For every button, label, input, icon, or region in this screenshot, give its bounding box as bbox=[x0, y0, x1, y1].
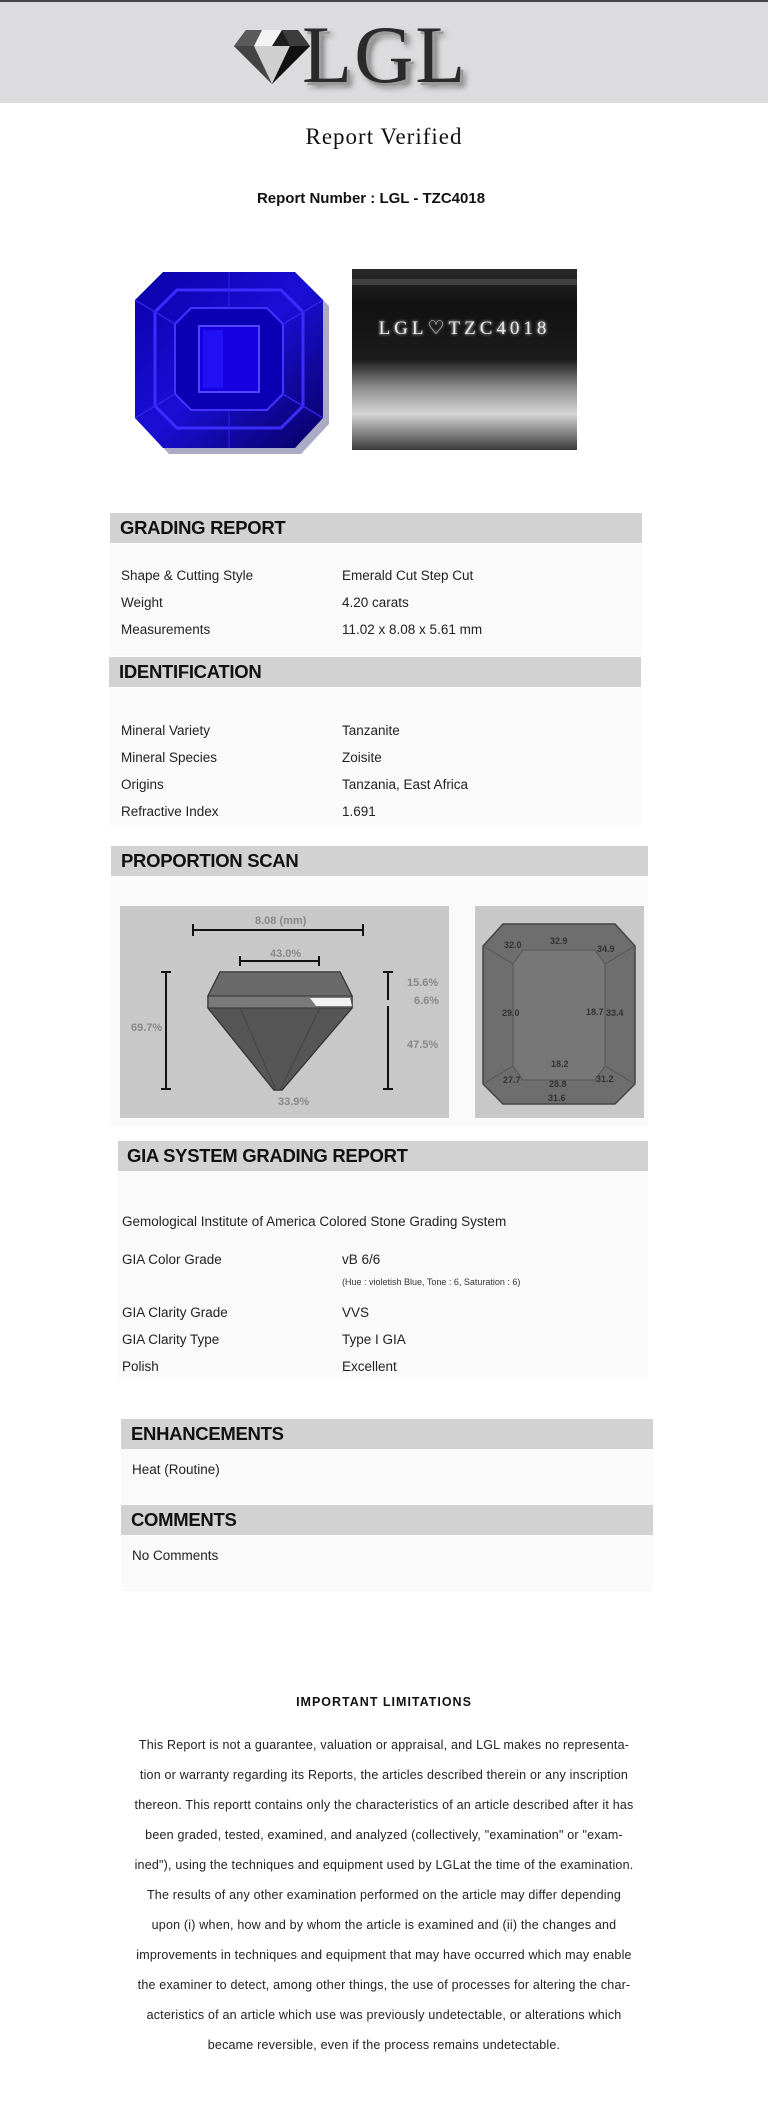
comments-text: No Comments bbox=[132, 1548, 219, 1563]
top-view-mr2: 33.4 bbox=[606, 1008, 624, 1018]
gia-color-note: (Hue : violetish Blue, Tone : 6, Saturation : 6) bbox=[342, 1277, 521, 1287]
polish-value: Excellent bbox=[342, 1359, 397, 1374]
limitations-line: been graded, tested, examined, and analyzed (collectively, "examination" or "exam- bbox=[145, 1828, 623, 1842]
limitations-line: improvements in techniques and equipment that may have occurred which may enable bbox=[136, 1948, 632, 1962]
mineral-variety-value: Tanzanite bbox=[342, 723, 400, 738]
enhancements-panel bbox=[121, 1449, 653, 1505]
top-view-ml: 29.0 bbox=[502, 1008, 520, 1018]
enhancements-header bbox=[121, 1419, 653, 1449]
identification-header bbox=[109, 657, 641, 687]
grading-report-panel bbox=[110, 543, 642, 655]
identification-panel bbox=[109, 687, 641, 825]
shape-value: Emerald Cut Step Cut bbox=[342, 568, 474, 583]
top-view-bc-top: 18.2 bbox=[551, 1059, 569, 1069]
grading-report-title: GRADING REPORT bbox=[120, 517, 286, 538]
top-view-tl: 32.0 bbox=[504, 940, 522, 950]
limitations-line: tion or warranty regarding its Reports, the articles described therein or any inscription bbox=[139, 1768, 629, 1782]
limitations-line: This Report is not a guarantee, valuation or appraisal, and LGL makes no representa- bbox=[138, 1738, 630, 1752]
diamond-icon bbox=[232, 24, 312, 88]
profile-girdle-label: 6.6% bbox=[414, 995, 440, 1007]
comments-panel bbox=[121, 1535, 653, 1591]
refractive-index-label: Refractive Index bbox=[121, 804, 219, 819]
inscription-photo bbox=[352, 269, 577, 450]
gia-color-value: vB 6/6 bbox=[342, 1252, 381, 1267]
profile-culet-label: 33.9% bbox=[278, 1096, 310, 1108]
limitations-line: The results of any other examination performed on the article may differ depending bbox=[146, 1888, 622, 1902]
limitations-line: ined"), using the techniques and equipment used by LGLat the time of the examination. bbox=[134, 1858, 634, 1872]
gia-clarity-label: GIA Clarity Grade bbox=[122, 1305, 228, 1320]
mineral-variety-label: Mineral Variety bbox=[121, 723, 211, 738]
mineral-species-label: Mineral Species bbox=[121, 750, 218, 765]
enhancements-title: ENHANCEMENTS bbox=[131, 1423, 284, 1444]
logo[interactable] bbox=[232, 9, 492, 100]
proportion-scan-title: PROPORTION SCAN bbox=[121, 850, 299, 871]
refractive-index-value: 1.691 bbox=[342, 804, 376, 819]
enhancements-text: Heat (Routine) bbox=[132, 1462, 220, 1477]
limitations-line: upon (i) when, how and by whom the article is examined and (ii) the changes and bbox=[151, 1918, 617, 1932]
shape-label: Shape & Cutting Style bbox=[121, 568, 254, 583]
gia-color-label: GIA Color Grade bbox=[122, 1252, 222, 1267]
top-view-diagram bbox=[475, 906, 644, 1118]
mineral-species-value: Zoisite bbox=[342, 750, 382, 765]
grading-report-header bbox=[110, 513, 642, 543]
gia-header bbox=[118, 1141, 648, 1171]
polish-label: Polish bbox=[122, 1359, 159, 1374]
top-view-bottom: 31.6 bbox=[548, 1093, 566, 1103]
profile-pavilion-label: 47.5% bbox=[407, 1039, 439, 1051]
gia-clarity-type-label: GIA Clarity Type bbox=[122, 1332, 220, 1347]
weight-value: 4.20 carats bbox=[342, 595, 409, 610]
top-view-bl: 27.7 bbox=[503, 1075, 521, 1085]
profile-diagram bbox=[120, 906, 449, 1118]
limitations-line: the examiner to detect, among other things, the use of processes for altering the char- bbox=[137, 1978, 631, 1992]
limitations-line: thereon. This reportt contains only the characteristics of an article described after it has bbox=[134, 1798, 634, 1812]
profile-table-label: 43.0% bbox=[270, 948, 302, 960]
gia-clarity-type-value: Type I GIA bbox=[342, 1332, 406, 1347]
inscription-text: LGL♡TZC4018 bbox=[378, 318, 551, 339]
top-view-tc: 32.9 bbox=[550, 936, 568, 946]
header bbox=[0, 2, 768, 103]
top-view-br: 31.2 bbox=[596, 1074, 614, 1084]
top-view-mr: 18.7 bbox=[586, 1007, 604, 1017]
comments-title: COMMENTS bbox=[131, 1509, 237, 1530]
profile-depth-label: 69.7% bbox=[131, 1022, 163, 1034]
gia-clarity-value: VVS bbox=[342, 1305, 370, 1320]
measurements-label: Measurements bbox=[121, 622, 211, 637]
limitations-title: IMPORTANT LIMITATIONS bbox=[296, 1695, 472, 1709]
top-view-tr: 34.9 bbox=[597, 944, 615, 954]
weight-label: Weight bbox=[121, 595, 163, 610]
gia-panel bbox=[118, 1171, 648, 1379]
profile-crown-label: 15.6% bbox=[407, 977, 439, 989]
limitations-line: became reversible, even if the process remains undetectable. bbox=[207, 2038, 561, 2052]
origins-value: Tanzania, East Africa bbox=[342, 777, 469, 792]
gem-photo bbox=[133, 268, 329, 460]
top-view-bc: 28.8 bbox=[549, 1079, 567, 1089]
identification-title: IDENTIFICATION bbox=[119, 661, 262, 682]
comments-header bbox=[121, 1505, 653, 1535]
limitations-line: acteristics of an article which use was previously undetectable, or alterations which bbox=[146, 2008, 622, 2022]
profile-width-label: 8.08 (mm) bbox=[255, 915, 307, 927]
logo-text: LGL bbox=[302, 9, 468, 100]
gia-subtitle: Gemological Institute of America Colored Stone Grading System bbox=[122, 1214, 507, 1229]
report-number: Report Number : LGL - TZC4018 bbox=[256, 190, 486, 207]
proportion-scan-header bbox=[111, 846, 648, 876]
origins-label: Origins bbox=[121, 777, 164, 792]
gia-title: GIA SYSTEM GRADING REPORT bbox=[127, 1145, 408, 1166]
page-title: Report Verified bbox=[305, 124, 463, 149]
measurements-value: 11.02 x 8.08 x 5.61 mm bbox=[342, 622, 483, 637]
